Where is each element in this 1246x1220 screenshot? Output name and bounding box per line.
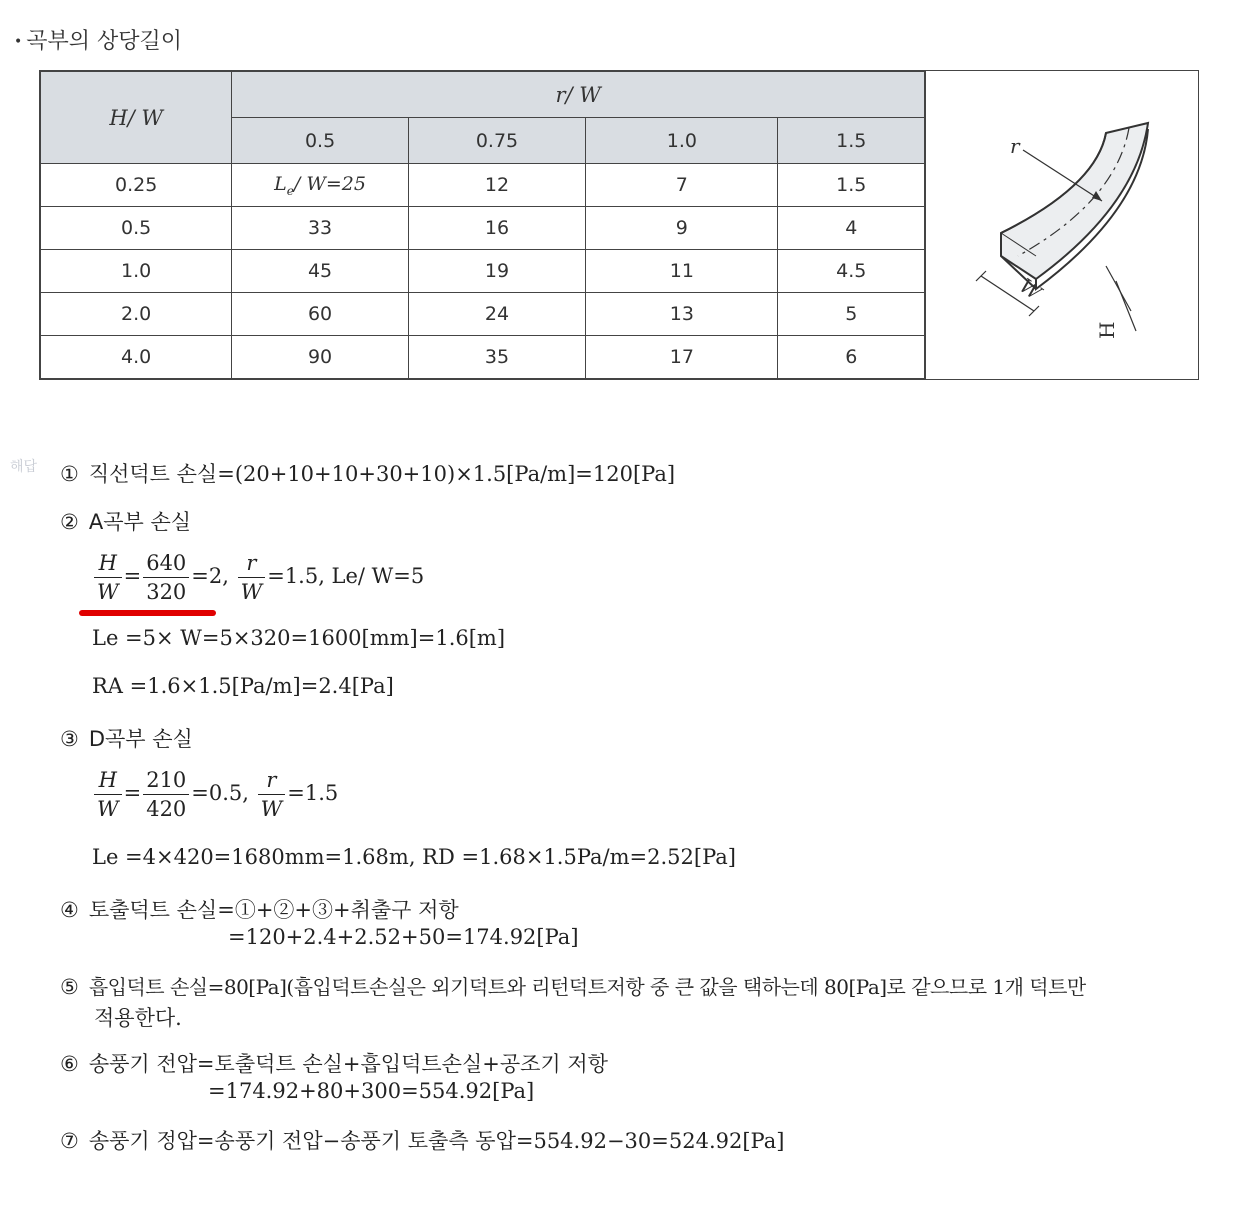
- formula-a-length: Le =5× W=5×320=1600[mm]=1.6[m]: [92, 626, 506, 650]
- fraction-values: [143, 766, 189, 823]
- fraction-r-w: [258, 766, 286, 823]
- frac-top: 640: [143, 549, 189, 578]
- table-cell: 35: [408, 336, 585, 379]
- solution-step-7: [60, 1125, 784, 1155]
- page-title-text: 곡부의 상당길이: [26, 29, 183, 54]
- table-cell: 1.5: [778, 164, 925, 207]
- diagram-label-r: r: [1010, 134, 1020, 158]
- table-row: [41, 164, 925, 207]
- frac-bottom: 320: [146, 580, 187, 604]
- step-number: ③: [60, 727, 79, 751]
- table-cell: $L_e/$ W=25: [232, 164, 408, 207]
- table-cell: 12: [408, 164, 585, 207]
- equivalent-length-table: [40, 71, 925, 379]
- step-text: 송풍기 전압=토출덕트 손실+흡입덕트손실+공조기 저항: [88, 1052, 608, 1076]
- solution-step-5: [60, 971, 1086, 1000]
- step-text: 흡입덕트 손실=80[Pa](흡입덕트손실은 외기덕트와 리턴덕트저항 중 큰 값을 택하는데 80[Pa]로 같으므로 1개 덕트만: [88, 975, 1086, 999]
- frac-top: H: [94, 549, 122, 578]
- page-title: • 곡부의 상당길이: [14, 29, 183, 54]
- formula-d-ratio: $\frac{H}{W}$ = $\frac{210}{420}$ =0.5, $\frac{r}{W}$ =1.5: [92, 766, 338, 823]
- red-highlight-underline: [79, 610, 216, 616]
- step-label: D곡부 손실: [88, 727, 193, 751]
- frac-bottom: W: [97, 797, 119, 821]
- frac-bottom: W: [260, 797, 283, 821]
- frac-bottom: W: [97, 580, 119, 604]
- row-header: 0.25: [41, 164, 232, 207]
- col-header: 1.5: [778, 118, 925, 164]
- formula-text: =1.5, Le/ W=5: [267, 564, 425, 588]
- fraction-h-w: [94, 549, 122, 606]
- row-header: 0.5: [41, 207, 232, 250]
- frac-bottom: W: [240, 580, 263, 604]
- step-number: ①: [60, 462, 79, 486]
- step-6-result: =174.92+80+300=554.92[Pa]: [208, 1079, 535, 1103]
- solution-step-2: [60, 506, 191, 536]
- step-text: 직선덕트 손실=(20+10+10+30+10)×1.5[Pa/m]=120[Pa]: [88, 462, 676, 486]
- formula-d-length: Le =4×420=1680mm=1.68m, RD =1.68×1.5Pa/m=2.52[Pa]: [92, 845, 736, 869]
- table-cell: 16: [408, 207, 585, 250]
- frac-top: H: [94, 766, 122, 795]
- solution-step-6: [60, 1048, 608, 1078]
- table-cell: 19: [408, 250, 585, 293]
- frac-top: r: [238, 549, 266, 578]
- table-cell: 9: [586, 207, 778, 250]
- diagram-label-w: W: [1015, 273, 1046, 305]
- frac-top: 210: [143, 766, 189, 795]
- fraction-values: [143, 549, 189, 606]
- table-cell: 11: [586, 250, 778, 293]
- table-cell: 45: [232, 250, 408, 293]
- fraction-r-w: [238, 549, 266, 606]
- col-header: 0.75: [408, 118, 585, 164]
- duct-elbow-icon: [926, 71, 1199, 379]
- table-row: [41, 336, 925, 379]
- table-row: [41, 250, 925, 293]
- step-number: ⑤: [60, 975, 79, 999]
- diagram-label-h: H: [1095, 321, 1119, 339]
- row-header: 4.0: [41, 336, 232, 379]
- frac-bottom: 420: [146, 797, 187, 821]
- table-cell: 4.5: [778, 250, 925, 293]
- col-header: 1.0: [586, 118, 778, 164]
- table-row: [41, 293, 925, 336]
- step-text: 송풍기 정압=송풍기 전압−송풍기 토출측 동압=554.92−30=524.92[Pa]: [88, 1129, 785, 1153]
- step-4-result: =120+2.4+2.52+50=174.92[Pa]: [228, 925, 579, 949]
- table-cell: 13: [586, 293, 778, 336]
- table-cell: 5: [778, 293, 925, 336]
- frac-top: r: [258, 766, 286, 795]
- step-number: ⑦: [60, 1129, 79, 1153]
- formula-a-resistance: RA =1.6×1.5[Pa/m]=2.4[Pa]: [92, 674, 394, 698]
- step-text: 토출덕트 손실=①+②+③+취출구 저항: [88, 898, 459, 922]
- step-number: ②: [60, 510, 79, 534]
- table-cell: 24: [408, 293, 585, 336]
- row-header: 1.0: [41, 250, 232, 293]
- rw-header: r/ W: [232, 72, 925, 118]
- duct-elbow-diagram: [925, 71, 1199, 379]
- table-cell: 7: [586, 164, 778, 207]
- step-5-continuation: 적용한다.: [94, 1006, 182, 1030]
- table-row: [41, 207, 925, 250]
- equivalent-length-table-box: [39, 70, 1199, 380]
- step-number: ⑥: [60, 1052, 79, 1076]
- formula-text: =2,: [191, 564, 229, 588]
- hw-header: H/ W: [41, 72, 232, 164]
- table-cell: 33: [232, 207, 408, 250]
- table-cell: 90: [232, 336, 408, 379]
- table-cell: 4: [778, 207, 925, 250]
- formula-text: =1.5: [287, 781, 339, 805]
- col-header: 0.5: [232, 118, 408, 164]
- table-cell: 60: [232, 293, 408, 336]
- formula-text: =0.5,: [191, 781, 249, 805]
- step-number: ④: [60, 898, 79, 922]
- formula-a-ratio: $\frac{H}{W}$ = $\frac{640}{320}$ =2, $\frac{r}{W}$ =1.5, Le/ W=5: [92, 549, 424, 606]
- solution-marker: 해답: [10, 459, 38, 475]
- table-cell: 17: [586, 336, 778, 379]
- step-label: A곡부 손실: [88, 510, 192, 534]
- solution-step-4: [60, 894, 459, 924]
- solution-step-1: [60, 458, 675, 488]
- table-cell: 6: [778, 336, 925, 379]
- solution-step-3: [60, 723, 193, 753]
- fraction-h-w: [94, 766, 122, 823]
- row-header: 2.0: [41, 293, 232, 336]
